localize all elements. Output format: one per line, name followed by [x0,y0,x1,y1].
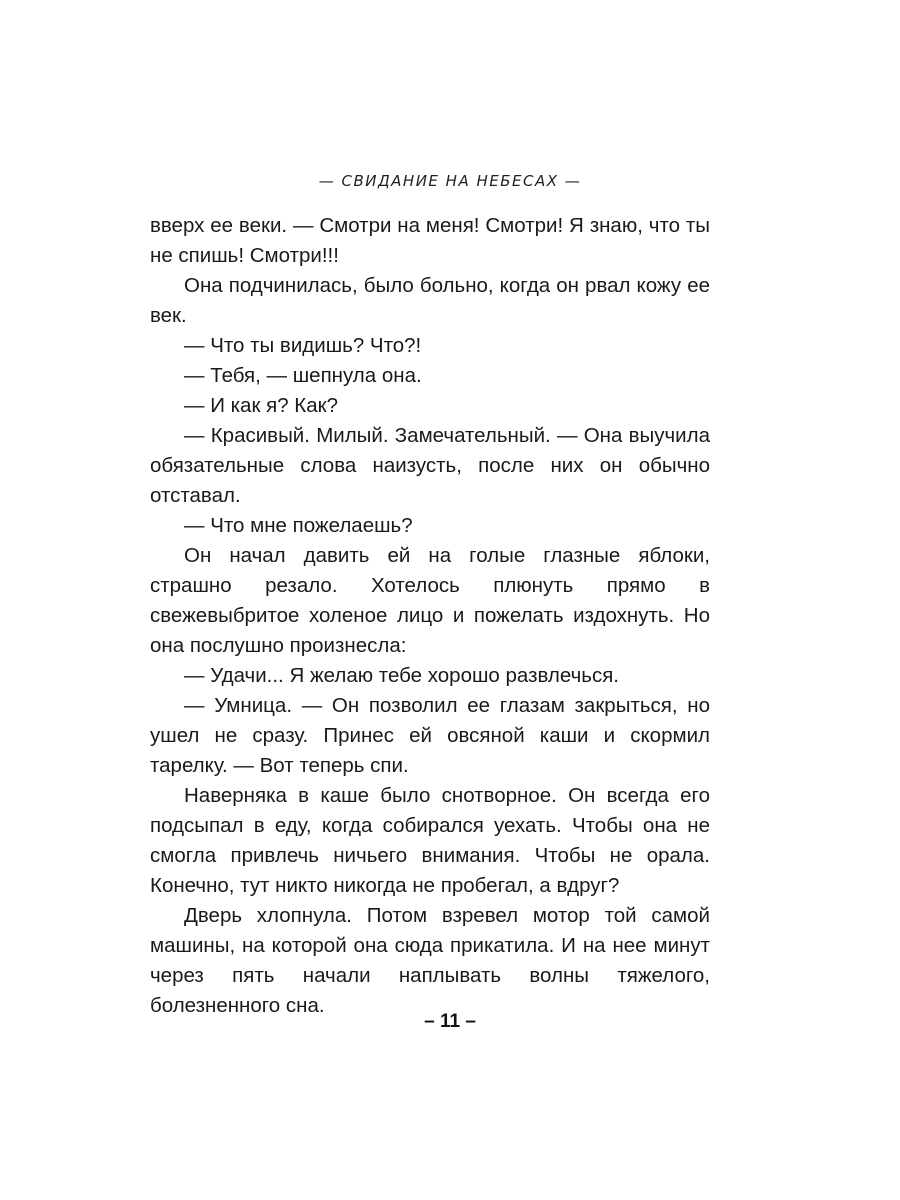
paragraph: Дверь хлопнула. Потом взревел мотор той самой машины, на которой она сюда прикатила. И на нее минут через пять начали наплывать волны тяжелого, болезненного сна. [150,904,710,1017]
paragraph: — Умница. — Он позволил ее глазам закрыться, но ушел не сразу. Принес ей овсяной каши и скормил тарелку. — Вот теперь спи. [150,694,710,777]
paragraph: — И как я? Как? [184,394,339,417]
paragraph: — Красивый. Милый. Замечательный. — Она выучила обязательные слова наизусть, после них он обычно отставал. [150,424,710,507]
paragraph: Наверняка в каше было снотворное. Он всегда его подсыпал в еду, когда собирался уехать. Чтобы она не смогла привлечь ничьего внимания. Чтобы не орала. Конечно, тут никто никогда не пробегал, а вдруг? [150,784,710,897]
paragraph: — Тебя, — шепнула она. [184,364,422,387]
paragraph: — Удачи... Я желаю тебе хорошо развлечься. [184,664,619,687]
paragraph: — Что мне пожелаешь? [184,514,413,537]
page-number: – 11 – [424,1011,476,1032]
paragraph: Она подчинилась, было больно, когда он рвал кожу ее век. [150,274,710,327]
paragraph: — Что ты видишь? Что?! [184,334,422,357]
paragraph: вверх ее веки. — Смотри на меня! Смотри! Я знаю, что ты не спишь! Смотри!!! [150,214,710,267]
body-text [150,211,710,1021]
paragraph: Он начал давить ей на голые глазные яблоки, страшно резало. Хотелось плюнуть прямо в свежевыбритое холеное лицо и пожелать издохнуть. Но она послушно произнесла: [150,544,710,657]
running-header: — СВИДАНИЕ НА НЕБЕСАХ — [318,172,582,190]
